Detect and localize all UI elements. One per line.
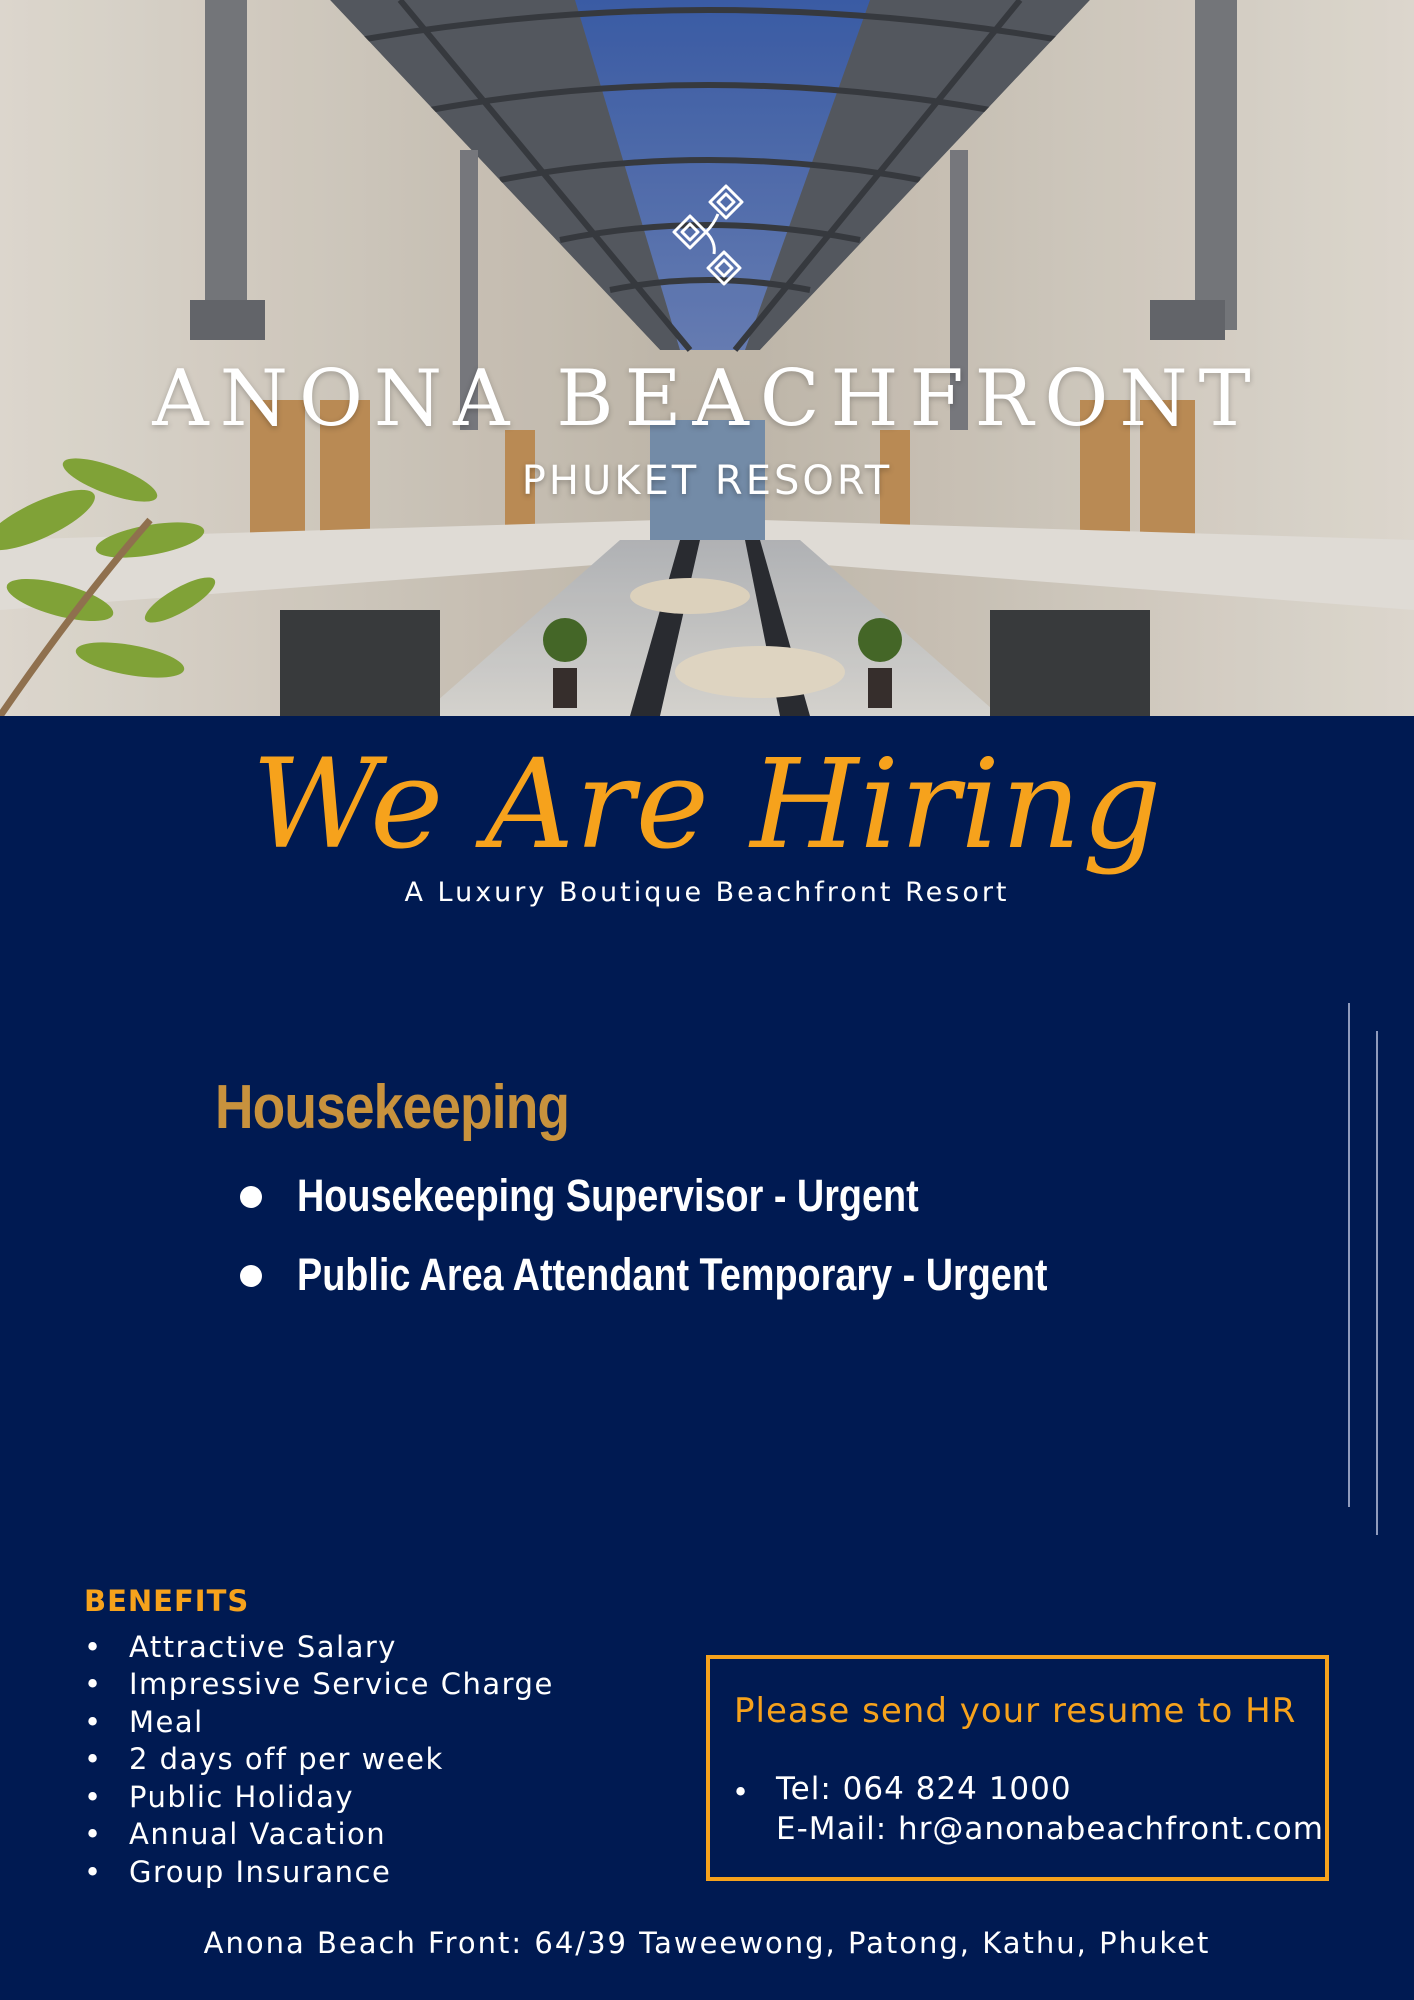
hiring-tagline: A Luxury Boutique Beachfront Resort — [404, 877, 1010, 908]
benefit-text: Attractive Salary — [129, 1630, 397, 1664]
benefit-text: 2 days off per week — [129, 1742, 444, 1776]
resort-address: Anona Beach Front: 64/39 Taweewong, Patong, Kathu, Phuket — [203, 1926, 1211, 1960]
benefit-text: Public Holiday — [129, 1780, 355, 1814]
decor-line-left — [1348, 1003, 1350, 1507]
bullet-icon: • — [84, 1705, 103, 1739]
decor-line-right — [1376, 1031, 1378, 1535]
benefit-text: Meal — [129, 1705, 204, 1739]
contact-phone[interactable]: Tel: 064 824 1000 — [776, 1771, 1072, 1807]
job-title: Public Area Attendant Temporary - Urgent — [297, 1249, 1048, 1300]
bullet-icon: • — [84, 1667, 103, 1701]
job-title: Housekeeping Supervisor - Urgent — [297, 1170, 919, 1221]
hero-banner — [0, 0, 1414, 716]
bullet-icon — [240, 1186, 262, 1208]
bullet-icon: • — [84, 1630, 103, 1664]
hiring-headline: We Are Hiring — [251, 733, 1163, 877]
bullet-icon: • — [84, 1742, 103, 1776]
bullet-icon: • — [84, 1855, 103, 1889]
benefit-text: Group Insurance — [129, 1855, 392, 1889]
department-title: Housekeeping — [215, 1073, 570, 1142]
benefit-text: Annual Vacation — [129, 1817, 387, 1851]
contact-box — [706, 1655, 1329, 1881]
bullet-icon: • — [84, 1817, 103, 1851]
brand-subtitle: PHUKET RESORT — [521, 458, 893, 504]
benefits-title: BENEFITS — [84, 1584, 250, 1618]
bullet-icon: • — [84, 1780, 103, 1814]
bullet-icon — [240, 1265, 262, 1287]
bullet-icon: • — [732, 1775, 750, 1809]
brand-name: ANONA BEACHFRONT — [152, 354, 1262, 444]
contact-title: Please send your resume to HR — [734, 1691, 1297, 1731]
anona-lotus-logo-icon — [656, 184, 758, 288]
contact-email[interactable]: E-Mail: hr@anonabeachfront.com — [776, 1811, 1324, 1847]
benefit-text: Impressive Service Charge — [129, 1667, 554, 1701]
